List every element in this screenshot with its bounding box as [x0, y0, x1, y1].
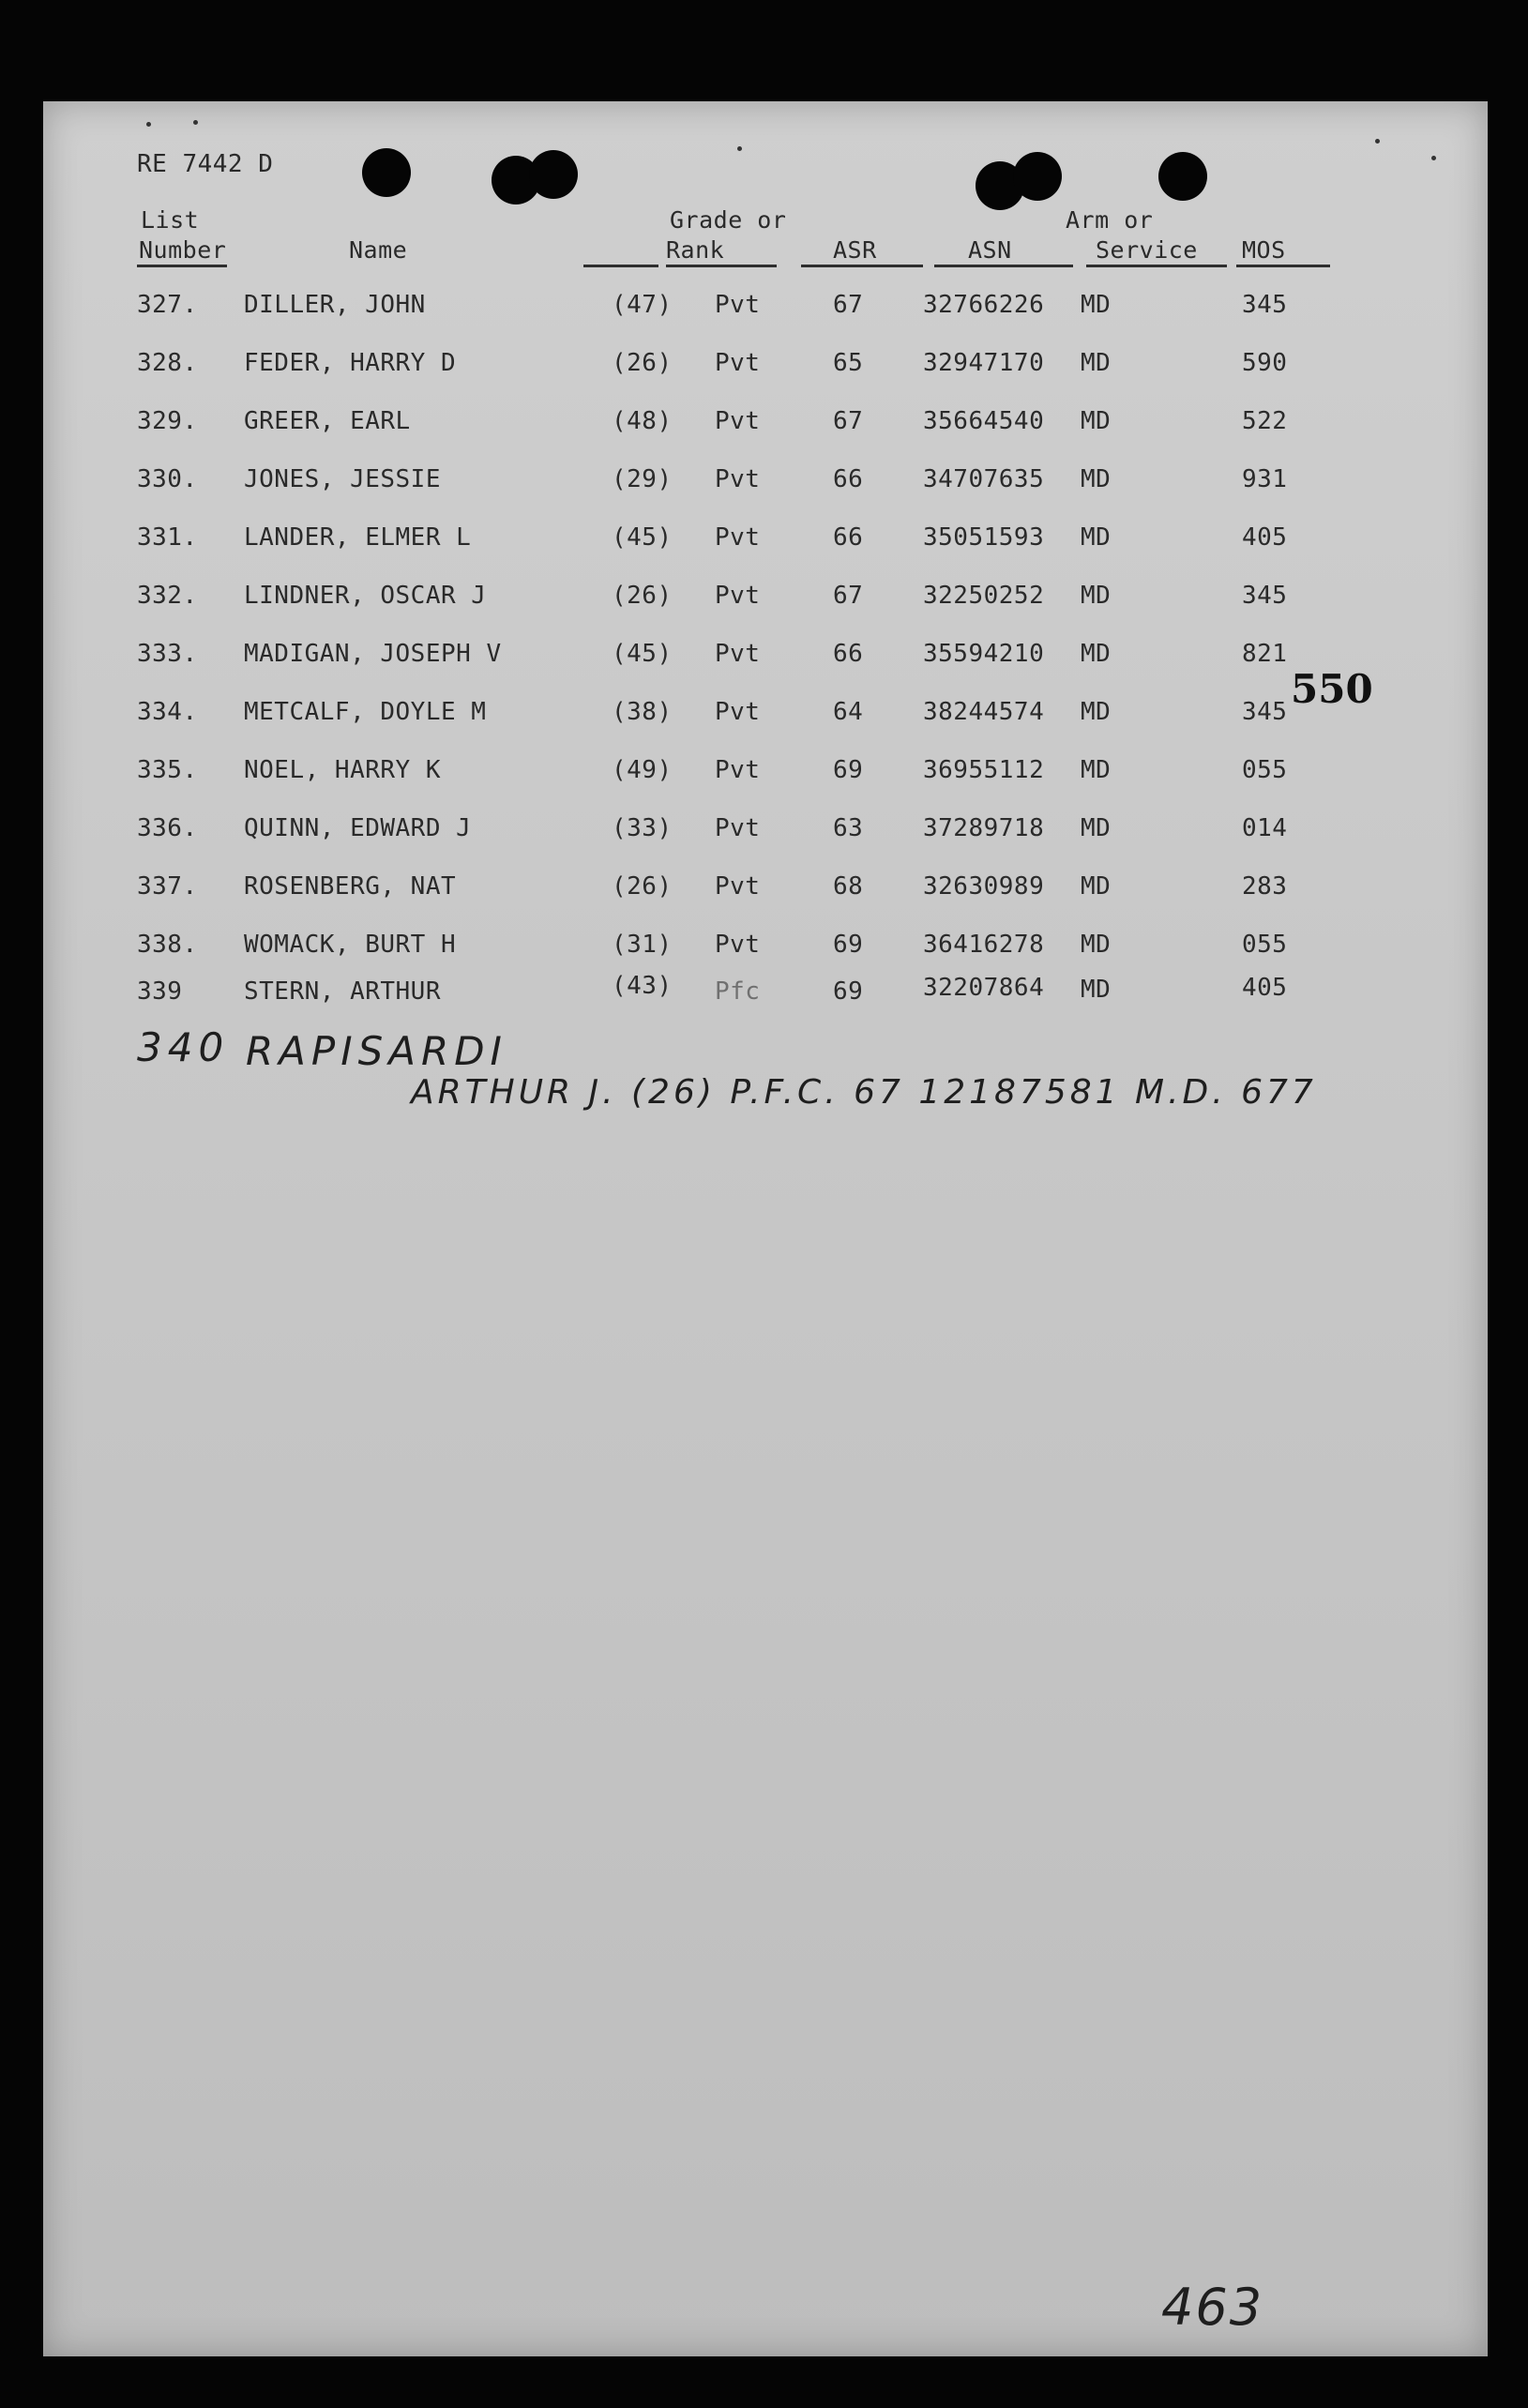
- cell-mos: 405: [1242, 974, 1288, 1002]
- cell-mos: 345: [1242, 698, 1288, 726]
- cell-name: FEDER, HARRY D: [244, 349, 457, 377]
- cell-rank: Pvt: [715, 349, 761, 377]
- cell-name: METCALF, DOYLE M: [244, 698, 487, 726]
- cell-rank: Pvt: [715, 291, 761, 319]
- header-rule: [666, 265, 777, 267]
- handwritten-entry-surname: RAPISARDI: [246, 1028, 507, 1074]
- cell-num: 334.: [137, 698, 198, 726]
- header-mos: MOS: [1242, 236, 1286, 264]
- cell-mos: 283: [1242, 872, 1288, 901]
- cell-mos: 522: [1242, 407, 1288, 435]
- cell-age: (49): [612, 756, 673, 784]
- cell-asr: 69: [833, 977, 864, 1006]
- cell-asr: 66: [833, 465, 864, 493]
- cell-num: 339: [137, 977, 183, 1006]
- speck: [1375, 139, 1380, 144]
- cell-service: MD: [1081, 872, 1112, 901]
- speck: [737, 146, 742, 151]
- cell-num: 337.: [137, 872, 198, 901]
- cell-age: (38): [612, 698, 673, 726]
- cell-num: 327.: [137, 291, 198, 319]
- cell-num: 333.: [137, 640, 198, 668]
- cell-asn: 32947170: [923, 349, 1045, 377]
- cell-service: MD: [1081, 349, 1112, 377]
- header-rule: [583, 265, 658, 267]
- cell-asr: 66: [833, 523, 864, 552]
- cell-mos: 821: [1242, 640, 1288, 668]
- cell-num: 338.: [137, 931, 198, 959]
- document-reference: RE 7442 D: [137, 150, 274, 178]
- header-asr: ASR: [833, 236, 877, 264]
- stamp-number: 550: [1291, 666, 1373, 712]
- cell-service: MD: [1081, 291, 1112, 319]
- cell-mos: 014: [1242, 814, 1288, 842]
- cell-name: WOMACK, BURT H: [244, 931, 457, 959]
- cell-num: 335.: [137, 756, 198, 784]
- cell-asr: 69: [833, 931, 864, 959]
- cell-asn: 32766226: [923, 291, 1045, 319]
- cell-asr: 64: [833, 698, 864, 726]
- cell-rank: Pvt: [715, 407, 761, 435]
- speck: [193, 120, 198, 125]
- cell-mos: 345: [1242, 582, 1288, 610]
- cell-name: JONES, JESSIE: [244, 465, 441, 493]
- cell-name: DILLER, JOHN: [244, 291, 426, 319]
- cell-asn: 36955112: [923, 756, 1045, 784]
- cell-mos: 405: [1242, 523, 1288, 552]
- header-list: List: [141, 206, 200, 234]
- cell-name: QUINN, EDWARD J: [244, 814, 472, 842]
- cell-name: MADIGAN, JOSEPH V: [244, 640, 502, 668]
- header-grade: Grade or: [670, 206, 787, 234]
- header-arm: Arm or: [1066, 206, 1154, 234]
- header-rank: Rank: [666, 236, 725, 264]
- cell-name: LANDER, ELMER L: [244, 523, 472, 552]
- punch-hole: [1158, 152, 1207, 201]
- speck: [146, 122, 151, 127]
- speck: [1431, 156, 1436, 160]
- cell-num: 330.: [137, 465, 198, 493]
- cell-asn: 38244574: [923, 698, 1045, 726]
- paper-sheet: [43, 101, 1488, 2356]
- cell-asn: 35594210: [923, 640, 1045, 668]
- cell-rank: Pvt: [715, 756, 761, 784]
- cell-name: LINDNER, OSCAR J: [244, 582, 487, 610]
- cell-age: (45): [612, 640, 673, 668]
- cell-asr: 68: [833, 872, 864, 901]
- cell-age: (43): [612, 972, 673, 1000]
- cell-mos: 931: [1242, 465, 1288, 493]
- header-asn: ASN: [968, 236, 1012, 264]
- cell-service: MD: [1081, 465, 1112, 493]
- cell-rank: Pvt: [715, 698, 761, 726]
- punch-hole: [529, 150, 578, 199]
- cell-mos: 590: [1242, 349, 1288, 377]
- cell-age: (26): [612, 872, 673, 901]
- punch-hole: [362, 148, 411, 197]
- cell-rank: Pvt: [715, 523, 761, 552]
- cell-rank: Pvt: [715, 640, 761, 668]
- cell-num: 329.: [137, 407, 198, 435]
- handwritten-page-number: 463: [1161, 2278, 1264, 2337]
- cell-num: 336.: [137, 814, 198, 842]
- cell-service: MD: [1081, 976, 1112, 1004]
- cell-asr: 65: [833, 349, 864, 377]
- cell-asn: 32207864: [923, 974, 1045, 1002]
- cell-asr: 67: [833, 291, 864, 319]
- cell-age: (29): [612, 465, 673, 493]
- handwritten-entry-details: ARTHUR J. (26) P.F.C. 67 12187581 M.D. 677: [411, 1073, 1317, 1112]
- cell-service: MD: [1081, 698, 1112, 726]
- cell-age: (45): [612, 523, 673, 552]
- cell-rank: Pvt: [715, 582, 761, 610]
- cell-age: (48): [612, 407, 673, 435]
- cell-rank: Pvt: [715, 872, 761, 901]
- cell-age: (31): [612, 931, 673, 959]
- cell-num: 332.: [137, 582, 198, 610]
- header-service: Service: [1096, 236, 1198, 264]
- cell-asr: 63: [833, 814, 864, 842]
- cell-asn: 35664540: [923, 407, 1045, 435]
- cell-asn: 34707635: [923, 465, 1045, 493]
- cell-mos: 345: [1242, 291, 1288, 319]
- cell-asn: 32250252: [923, 582, 1045, 610]
- header-rule: [934, 265, 1073, 267]
- cell-name: GREER, EARL: [244, 407, 411, 435]
- cell-asn: 32630989: [923, 872, 1045, 901]
- cell-rank: Pfc: [715, 977, 761, 1006]
- cell-name: ROSENBERG, NAT: [244, 872, 457, 901]
- cell-age: (33): [612, 814, 673, 842]
- cell-asn: 35051593: [923, 523, 1045, 552]
- header-rule: [1086, 265, 1227, 267]
- cell-rank: Pvt: [715, 465, 761, 493]
- cell-asr: 66: [833, 640, 864, 668]
- cell-service: MD: [1081, 582, 1112, 610]
- cell-asr: 69: [833, 756, 864, 784]
- header-name: Name: [349, 236, 408, 264]
- header-rule: [1236, 265, 1330, 267]
- cell-num: 331.: [137, 523, 198, 552]
- cell-rank: Pvt: [715, 814, 761, 842]
- header-rule: [801, 265, 923, 267]
- cell-age: (26): [612, 582, 673, 610]
- cell-mos: 055: [1242, 756, 1288, 784]
- cell-name: NOEL, HARRY K: [244, 756, 441, 784]
- header-rule: [137, 265, 227, 267]
- cell-mos: 055: [1242, 931, 1288, 959]
- cell-service: MD: [1081, 407, 1112, 435]
- punch-hole: [1013, 152, 1062, 201]
- cell-name: STERN, ARTHUR: [244, 977, 441, 1006]
- cell-service: MD: [1081, 523, 1112, 552]
- cell-asn: 37289718: [923, 814, 1045, 842]
- cell-rank: Pvt: [715, 931, 761, 959]
- handwritten-entry-number: 340: [137, 1024, 230, 1070]
- cell-asr: 67: [833, 407, 864, 435]
- cell-service: MD: [1081, 640, 1112, 668]
- cell-service: MD: [1081, 756, 1112, 784]
- cell-asr: 67: [833, 582, 864, 610]
- cell-num: 328.: [137, 349, 198, 377]
- cell-age: (26): [612, 349, 673, 377]
- header-number: Number: [139, 236, 227, 264]
- cell-service: MD: [1081, 931, 1112, 959]
- cell-asn: 36416278: [923, 931, 1045, 959]
- cell-age: (47): [612, 291, 673, 319]
- cell-service: MD: [1081, 814, 1112, 842]
